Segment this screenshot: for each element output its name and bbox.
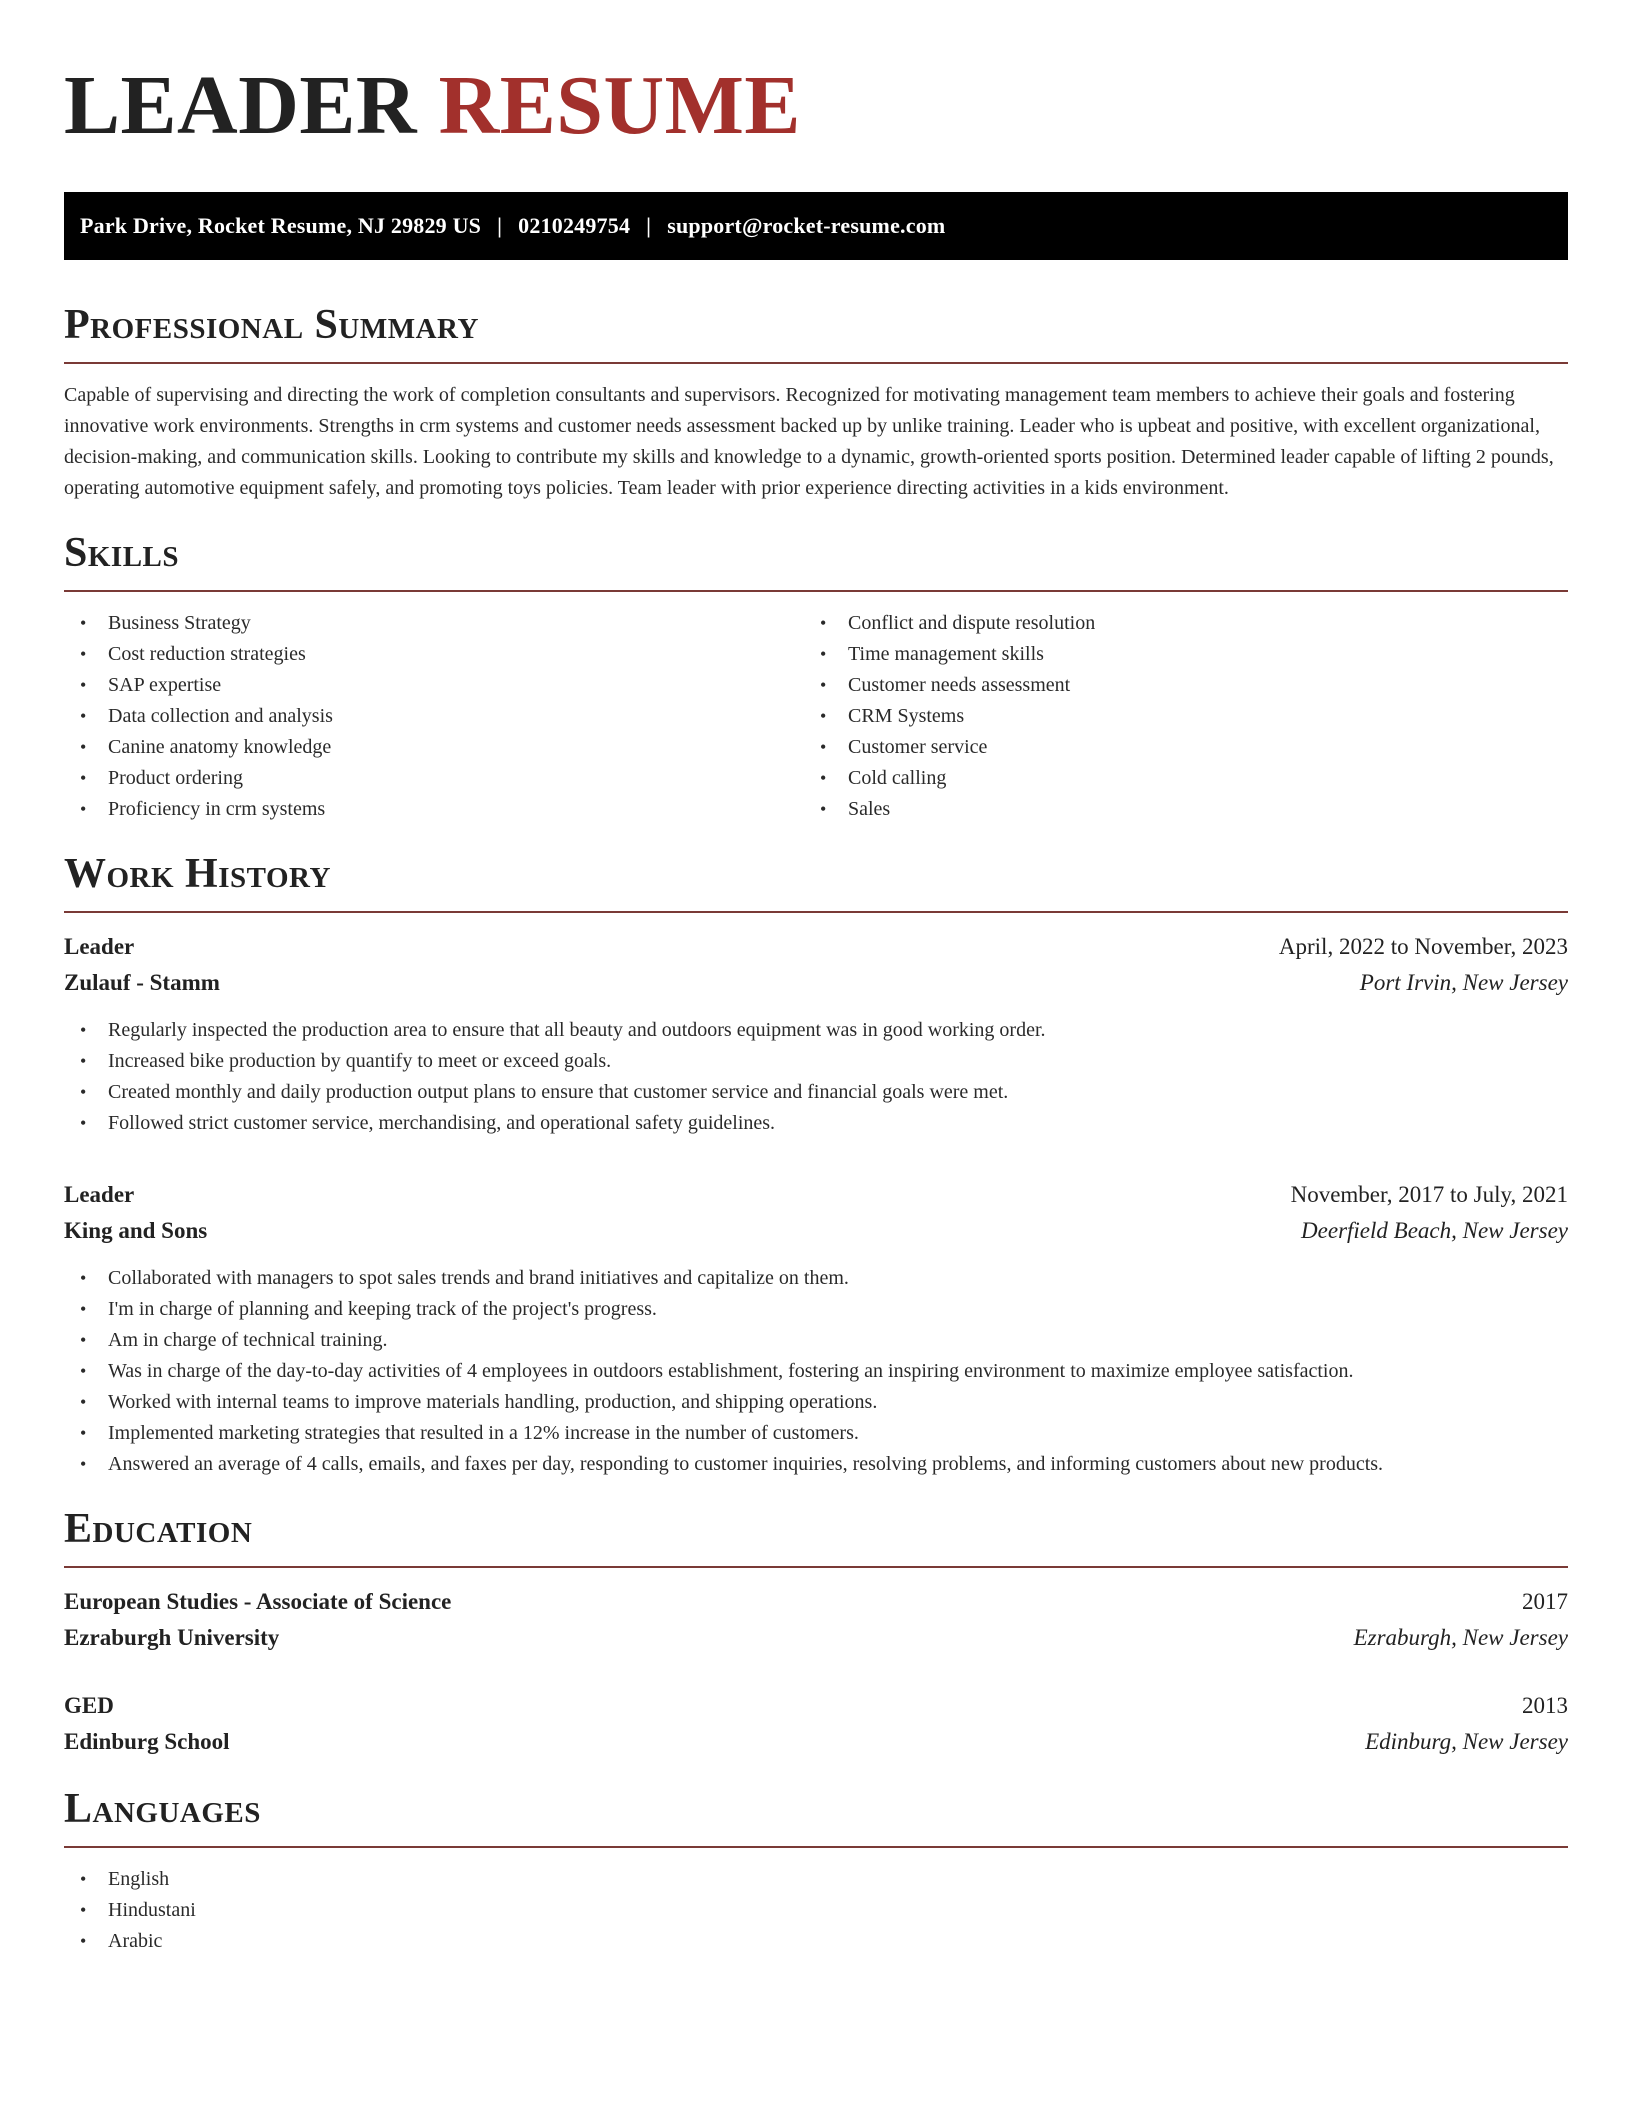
languages-section bbox=[64, 1788, 1568, 1957]
education-entry bbox=[64, 1584, 1568, 1656]
skill-item: • Time management skills bbox=[804, 639, 1544, 670]
job-duties-list bbox=[64, 1263, 1568, 1480]
job-duty-item: • Answered an average of 4 calls, emails, and faxes per day, responding to customer inquiries, resolving problems, and informing customers about new products. bbox=[64, 1449, 1568, 1480]
education-year: 2013 bbox=[1522, 1693, 1568, 1718]
job-role: Leader bbox=[64, 1182, 135, 1207]
education-degree: European Studies - Associate of Science bbox=[64, 1589, 452, 1614]
contact-address: Park Drive, Rocket Resume, NJ 29829 US bbox=[80, 213, 482, 238]
job-entry bbox=[64, 929, 1568, 1139]
contact-email[interactable]: support@rocket-resume.com bbox=[667, 213, 946, 238]
skill-item: • Canine anatomy knowledge bbox=[64, 732, 804, 763]
job-duty-item: • Worked with internal teams to improve materials handling, production, and shipping operations. bbox=[64, 1387, 1568, 1418]
section-divider bbox=[64, 362, 1568, 364]
education-degree-row bbox=[64, 1584, 1568, 1620]
education-school-row bbox=[64, 1620, 1568, 1656]
resume-title bbox=[64, 59, 1568, 160]
skill-item: • CRM Systems bbox=[804, 701, 1544, 732]
skill-item: • Customer service bbox=[804, 732, 1544, 763]
job-duty-item: • Am in charge of technical training. bbox=[64, 1325, 1568, 1356]
job-duty-item: • I'm in charge of planning and keeping track of the project's progress. bbox=[64, 1294, 1568, 1325]
skill-item: • Cost reduction strategies bbox=[64, 639, 804, 670]
education-school-row bbox=[64, 1724, 1568, 1760]
education-school: Ezraburgh University bbox=[64, 1625, 280, 1650]
job-location: Deerfield Beach, New Jersey bbox=[1301, 1218, 1568, 1243]
job-duty-item: • Followed strict customer service, merchandising, and operational safety guidelines. bbox=[64, 1108, 1568, 1139]
work-history-section bbox=[64, 853, 1568, 1480]
title-second-word: RESUME bbox=[438, 59, 801, 152]
skill-item: • Cold calling bbox=[804, 763, 1544, 794]
job-entry bbox=[64, 1177, 1568, 1480]
job-duty-item: • Collaborated with managers to spot sales trends and brand initiatives and capitalize on them. bbox=[64, 1263, 1568, 1294]
section-title-skills: Skills bbox=[64, 530, 180, 576]
summary-text: Capable of supervising and directing the work of completion consultants and supervisors. Recognized for motivating management team members to achieve their goals and fostering innovative work environments. Strengths in crm systems and customer needs assessment backed up by unlike training. Leader who is upbeat and positive, with excellent organizational, decision-making, and communication skills. Looking to contribute my skills and knowledge to a dynamic, growth-oriented sports position. Determined leader capable of lifting 2 pounds, operating automotive equipment safely, and promoting toys policies. Team leader with prior experience directing activities in a kids environment. bbox=[64, 384, 1554, 499]
skill-item: • Data collection and analysis bbox=[64, 701, 804, 732]
section-title-languages: Languages bbox=[64, 1786, 261, 1832]
contact-phone: 0210249754 bbox=[518, 213, 631, 238]
job-dates: November, 2017 to July, 2021 bbox=[1290, 1182, 1568, 1207]
job-header-row bbox=[64, 929, 1568, 965]
education-year: 2017 bbox=[1522, 1589, 1568, 1614]
job-header-row bbox=[64, 1177, 1568, 1213]
job-duty-item: • Was in charge of the day-to-day activities of 4 employees in outdoors establishment, fostering an inspiring environment to maximize employee satisfaction. bbox=[64, 1356, 1568, 1387]
job-location: Port Irvin, New Jersey bbox=[1359, 970, 1568, 995]
skill-item: • SAP expertise bbox=[64, 670, 804, 701]
skill-item: • Product ordering bbox=[64, 763, 804, 794]
contact-bar bbox=[64, 192, 1568, 260]
education-degree-row bbox=[64, 1688, 1568, 1724]
skill-item: • Sales bbox=[804, 794, 1544, 825]
section-title-work: Work History bbox=[64, 851, 331, 897]
section-title-education: Education bbox=[64, 1506, 253, 1552]
job-duty-item: • Regularly inspected the production area to ensure that all beauty and outdoors equipment was in good working order. bbox=[64, 1015, 1568, 1046]
education-degree: GED bbox=[64, 1693, 114, 1718]
section-divider bbox=[64, 1566, 1568, 1568]
skill-item: • Conflict and dispute resolution bbox=[804, 608, 1544, 639]
job-dates: April, 2022 to November, 2023 bbox=[1278, 934, 1568, 959]
languages-list bbox=[64, 1864, 1568, 1957]
job-company: Zulauf - Stamm bbox=[64, 970, 220, 995]
section-divider bbox=[64, 1846, 1568, 1848]
job-company: King and Sons bbox=[64, 1218, 208, 1243]
skill-item: • Business Strategy bbox=[64, 608, 804, 639]
skill-item: • Proficiency in crm systems bbox=[64, 794, 804, 825]
education-section bbox=[64, 1508, 1568, 1760]
contact-separator: | bbox=[646, 213, 652, 238]
section-title-summary: Professional Summary bbox=[64, 302, 479, 348]
section-divider bbox=[64, 911, 1568, 913]
job-company-row bbox=[64, 965, 1568, 1001]
skills-section bbox=[64, 532, 1568, 825]
language-item: • English bbox=[64, 1864, 1568, 1895]
section-divider bbox=[64, 590, 1568, 592]
education-location: Ezraburgh, New Jersey bbox=[1353, 1625, 1568, 1650]
skills-columns bbox=[64, 608, 1568, 825]
job-duty-item: • Created monthly and daily production output plans to ensure that customer service and financial goals were met. bbox=[64, 1077, 1568, 1108]
education-school: Edinburg School bbox=[64, 1729, 230, 1754]
language-item: • Hindustani bbox=[64, 1895, 1568, 1926]
job-company-row bbox=[64, 1213, 1568, 1249]
education-entry bbox=[64, 1688, 1568, 1760]
language-item: • Arabic bbox=[64, 1926, 1568, 1957]
job-role: Leader bbox=[64, 934, 135, 959]
skills-left-list bbox=[64, 608, 804, 825]
job-duties-list bbox=[64, 1015, 1568, 1139]
education-location: Edinburg, New Jersey bbox=[1365, 1729, 1568, 1754]
job-duty-item: • Increased bike production by quantify to meet or exceed goals. bbox=[64, 1046, 1568, 1077]
skill-item: • Customer needs assessment bbox=[804, 670, 1544, 701]
summary-section bbox=[64, 304, 1568, 504]
job-duty-item: • Implemented marketing strategies that resulted in a 12% increase in the number of customers. bbox=[64, 1418, 1568, 1449]
title-first-word: LEADER bbox=[64, 59, 418, 152]
contact-separator: | bbox=[497, 213, 503, 238]
skills-right-list bbox=[804, 608, 1544, 825]
